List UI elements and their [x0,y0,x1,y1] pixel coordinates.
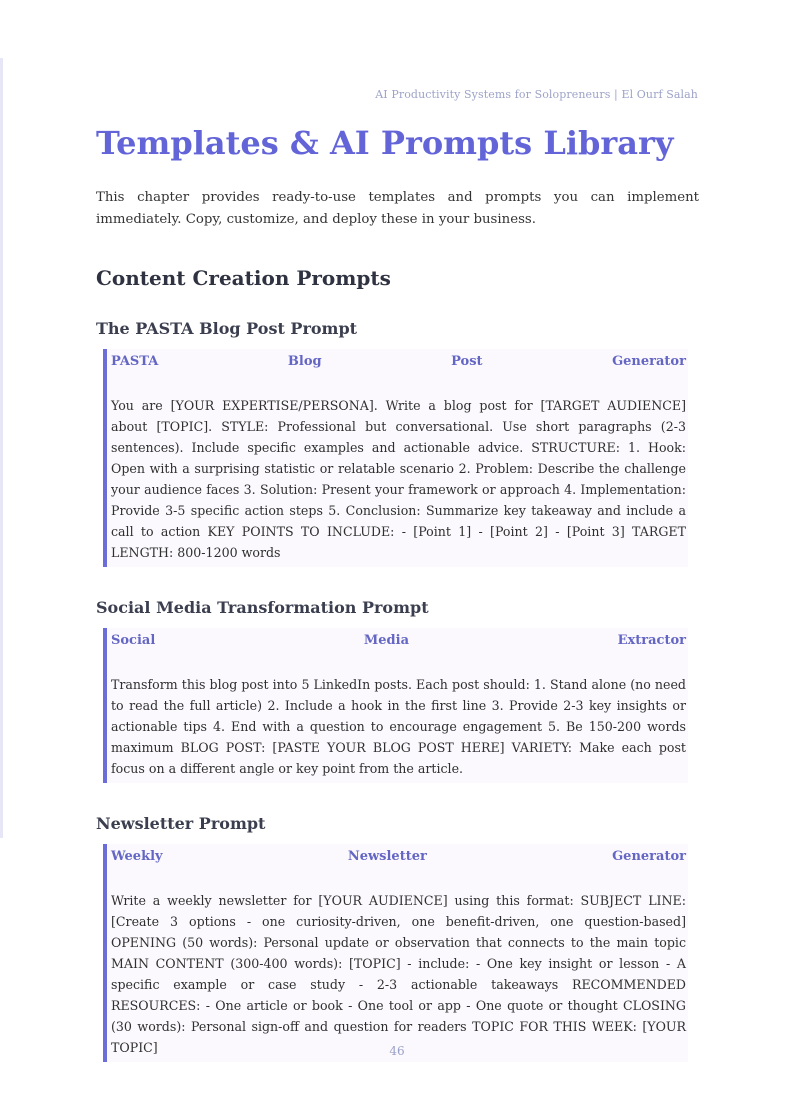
page-edge-bar [0,58,3,838]
chapter-intro: This chapter provides ready-to-use templates and prompts you can implement immediately. Copy, customize, and deploy these in your business. [96,190,699,227]
prompt-title-word: Social [111,633,156,648]
prompt-heading-pasta: The PASTA Blog Post Prompt [96,319,358,338]
section-title: Content Creation Prompts [96,266,391,290]
prompt-box-newsletter [103,844,688,1062]
prompt-heading-newsletter: Newsletter Prompt [96,814,266,833]
prompt-body: You are [YOUR EXPERTISE/PERSONA]. Write a blog post for [TARGET AUDIENCE] about [TOPIC]. STYLE: Professional but conversational. Use short paragraphs (2-3 sentences). Include specific examples and actionable advice. STRUCTURE: 1. Hook: Open with a surprising statistic or relatable scenario 2. Problem: Describe the challenge your audience faces 3. Solution: Present your framework or approach 4. Implementation: Provide 3-5 specific action steps 5. Conclusion: Summarize key takeaway and include a call to action KEY POINTS TO INCLUDE: - [Point 1] - [Point 2] - [Point 3] TARGET LENGTH: 800-1200 words [111,398,686,560]
prompt-title-word: Blog [287,354,322,369]
prompt-title-word: Weekly [111,849,163,864]
prompt-box-pasta [103,349,688,567]
prompt-title-word: Extractor [617,633,686,648]
prompt-body: Write a weekly newsletter for [YOUR AUDIENCE] using this format: SUBJECT LINE: [Create 3 options - one curiosity-driven, one benefit-driven, one question-based] OPENING (50 words): Personal update or observation that connects to the main topic MAIN CONTENT (300-400 words): [TOPIC] - include: - One key insight or lesson - A specific example or case study - 2-3 actionable takeaways RECOMMENDED RESOURCES: - One article or book - One tool or app - One quote or thought CLOSING (30 words): Personal sign-off and question for readers TOPIC FOR THIS WEEK: [YOUR TOPIC] [111,893,686,1055]
running-head: AI Productivity Systems for Solopreneurs | El Ourf Salah [375,88,698,101]
prompt-title-word: Generator [612,354,686,369]
prompt-title-word: PASTA [111,354,159,369]
prompt-box-social [103,628,688,783]
prompt-heading-social: Social Media Transformation Prompt [96,598,429,617]
chapter-title: Templates & AI Prompts Library [96,124,674,162]
prompt-box-title [111,846,686,867]
prompt-box-title [111,630,686,651]
prompt-box-title [111,351,686,372]
page-number: 46 [389,1044,405,1058]
page-content [96,118,699,1062]
prompt-body: Transform this blog post into 5 LinkedIn posts. Each post should: 1. Stand alone (no need to read the full article) 2. Include a hook in the first line 3. Provide 2-3 key insights or actionable tips 4. End with a question to encourage engagement 5. Be 150-200 words maximum BLOG POST: [PASTE YOUR BLOG POST HERE] VARIETY: Make each post focus on a different angle or key point from the article. [111,677,686,776]
prompt-title-word: Media [363,633,409,648]
prompt-title-word: Newsletter [347,849,427,864]
prompt-title-word: Generator [612,849,686,864]
prompt-title-word: Post [451,354,483,369]
